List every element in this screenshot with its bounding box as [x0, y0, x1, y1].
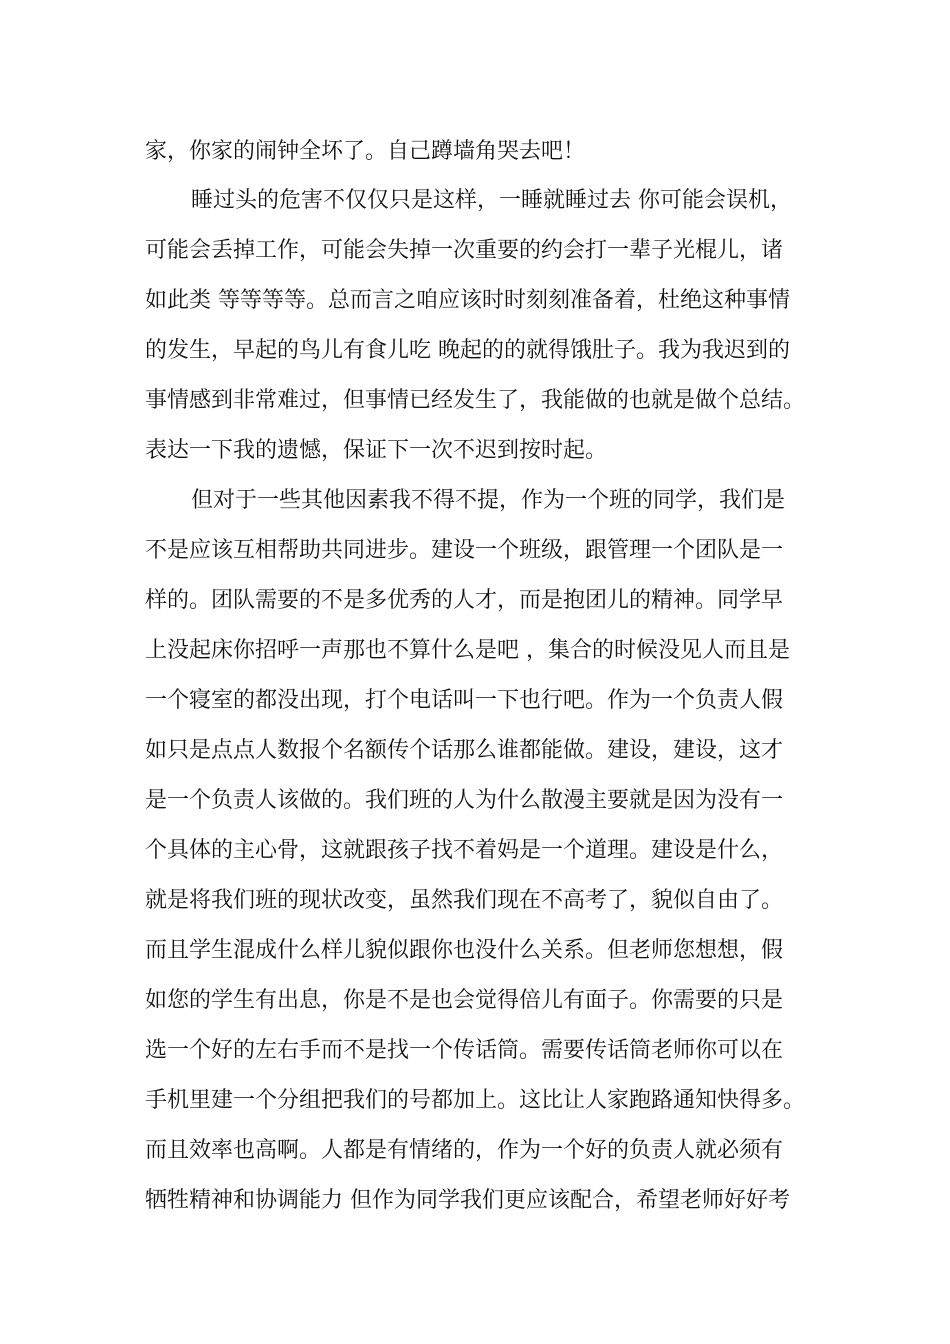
- text-line: 事情感到非常难过，但事情已经发生了，我能做的也就是做个总结。: [145, 388, 806, 413]
- text-line: 一个寝室的都没出现，打个电话叫一下也行吧。作为一个负责人假: [145, 688, 784, 713]
- text-line: 个具体的主心骨，这就跟孩子找不着妈是一个道理。建设是什么，: [145, 838, 784, 863]
- text-line: 是一个负责人该做的。我们班的人为什么散漫主要就是因为没有一: [145, 788, 784, 813]
- text-line: 而且效率也高啊。人都是有情绪的，作为一个好的负责人就必须有: [145, 1138, 784, 1163]
- text-line: 手机里建一个分组把我们的号都加上。这比让人家跑路通知快得多。: [145, 1088, 806, 1113]
- text-line: 牺牲精神和协调能力 但作为同学我们更应该配合，希望老师好好考: [145, 1188, 790, 1213]
- text-line: 可能会丢掉工作，可能会失掉一次重要的约会打一辈子光棍儿，诸: [145, 238, 784, 263]
- text-line: 就是将我们班的现状改变，虽然我们现在不高考了，貌似自由了。: [145, 888, 784, 913]
- paragraph-start-line: 但对于一些其他因素我不得不提，作为一个班的同学，我们是: [191, 488, 786, 513]
- text-line: 不是应该互相帮助共同进步。建设一个班级，跟管理一个团队是一: [145, 538, 784, 563]
- text-line: 如您的学生有出息，你是不是也会觉得倍儿有面子。你需要的只是: [145, 988, 784, 1013]
- text-line: 而且学生混成什么样儿貌似跟你也没什么关系。但老师您想想，假: [145, 938, 784, 963]
- text-line: 上没起床你招呼一声那也不算什么是吧 ，集合的时候没见人而且是: [145, 638, 790, 663]
- text-line: 选一个好的左右手而不是找一个传话筒。需要传话筒老师你可以在: [145, 1038, 784, 1063]
- text-line: 如此类 等等等等。总而言之咱应该时时刻刻准备着，杜绝这种事情: [145, 288, 790, 313]
- text-line: 如只是点点人数报个名额传个话那么谁都能做。建设，建设，这才: [145, 738, 784, 763]
- text-line: 样的。团队需要的不是多优秀的人才，而是抱团儿的精神。同学早: [145, 588, 784, 613]
- text-line: 的发生，早起的鸟儿有食儿吃 晚起的的就得饿肚子。我为我迟到的: [145, 338, 790, 363]
- text-line: 家，你家的闹钟全坏了。自己蹲墙角哭去吧！: [145, 139, 586, 164]
- text-line: 表达一下我的遗憾，保证下一次不迟到按时起。: [145, 438, 608, 463]
- paragraph-start-line: 睡过头的危害不仅仅只是这样，一睡就睡过去 你可能会误机，: [191, 188, 792, 213]
